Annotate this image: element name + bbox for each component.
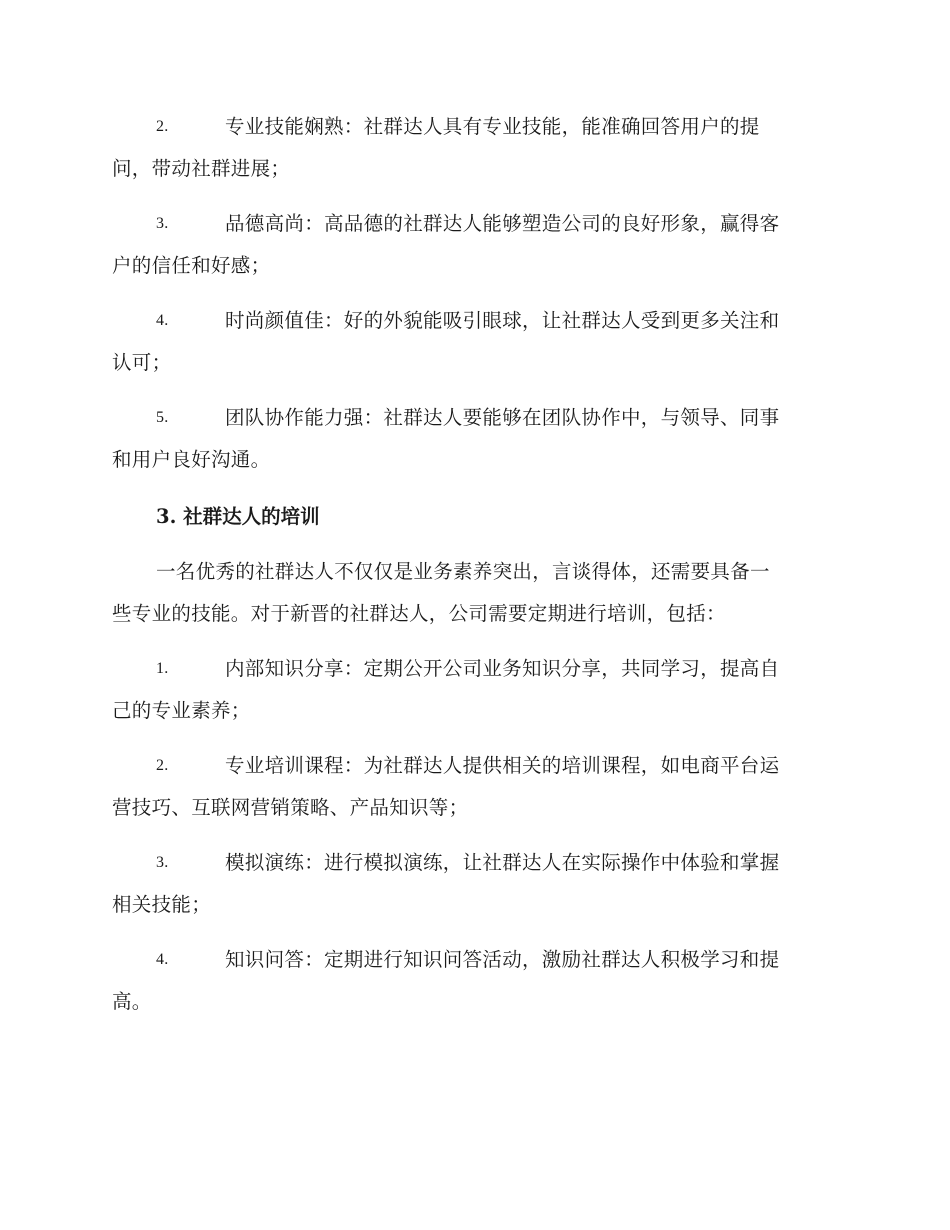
list-number: 1. [156,660,169,677]
section-heading: 3. 社群达人的培训 [156,505,320,528]
list-text-line2: 和用户良好沟通。 [112,448,271,471]
list-number: 2. [156,118,169,135]
list-item [112,939,838,1023]
list-text-line1: 团队协作能力强：社群达人要能够在团队协作中，与领导、同事 [225,406,780,429]
list-item [112,203,838,287]
list-number: 4. [156,951,169,968]
list-number: 2. [156,757,169,774]
intro-paragraph [112,551,838,635]
list-item [112,745,838,829]
list-text-line1: 品德高尚：高品德的社群达人能够塑造公司的良好形象，赢得客 [225,212,780,235]
paragraph-line1: 一名优秀的社群达人不仅仅是业务素养突出，言谈得体，还需要具备一 [156,560,770,583]
list-text-line2: 己的专业素养； [112,699,251,722]
list-item [112,648,838,732]
paragraph-line2: 些专业的技能。对于新晋的社群达人，公司需要定期进行培训，包括： [112,602,726,625]
list-text-line2: 认可； [112,351,172,374]
training-list [112,648,838,1023]
list-text-line2: 问，带动社群进展； [112,157,291,180]
list-item [112,106,838,190]
list-text-line1: 专业技能娴熟：社群达人具有专业技能，能准确回答用户的提 [225,115,760,138]
list-number: 4. [156,312,169,329]
list-item [112,300,838,384]
list-text-line2: 高。 [112,990,152,1013]
list-text-line1: 内部知识分享：定期公开公司业务知识分享，共同学习，提高自 [225,657,780,680]
list-text-line2: 营技巧、互联网营销策略、产品知识等； [112,796,469,819]
qualities-list [112,106,838,481]
list-text-line1: 模拟演练：进行模拟演练，让社群达人在实际操作中体验和掌握 [225,851,780,874]
list-item [112,397,838,481]
list-number: 3. [156,215,169,232]
list-item [112,842,838,926]
list-text-line2: 户的信任和好感； [112,254,271,277]
list-number: 5. [156,409,169,426]
list-text-line1: 时尚颜值佳：好的外貌能吸引眼球，让社群达人受到更多关注和 [225,309,780,332]
list-text-line1: 知识问答：定期进行知识问答活动，激励社群达人积极学习和提 [225,948,780,971]
list-text-line1: 专业培训课程：为社群达人提供相关的培训课程，如电商平台运 [225,754,780,777]
list-number: 3. [156,854,169,871]
list-text-line2: 相关技能； [112,893,212,916]
